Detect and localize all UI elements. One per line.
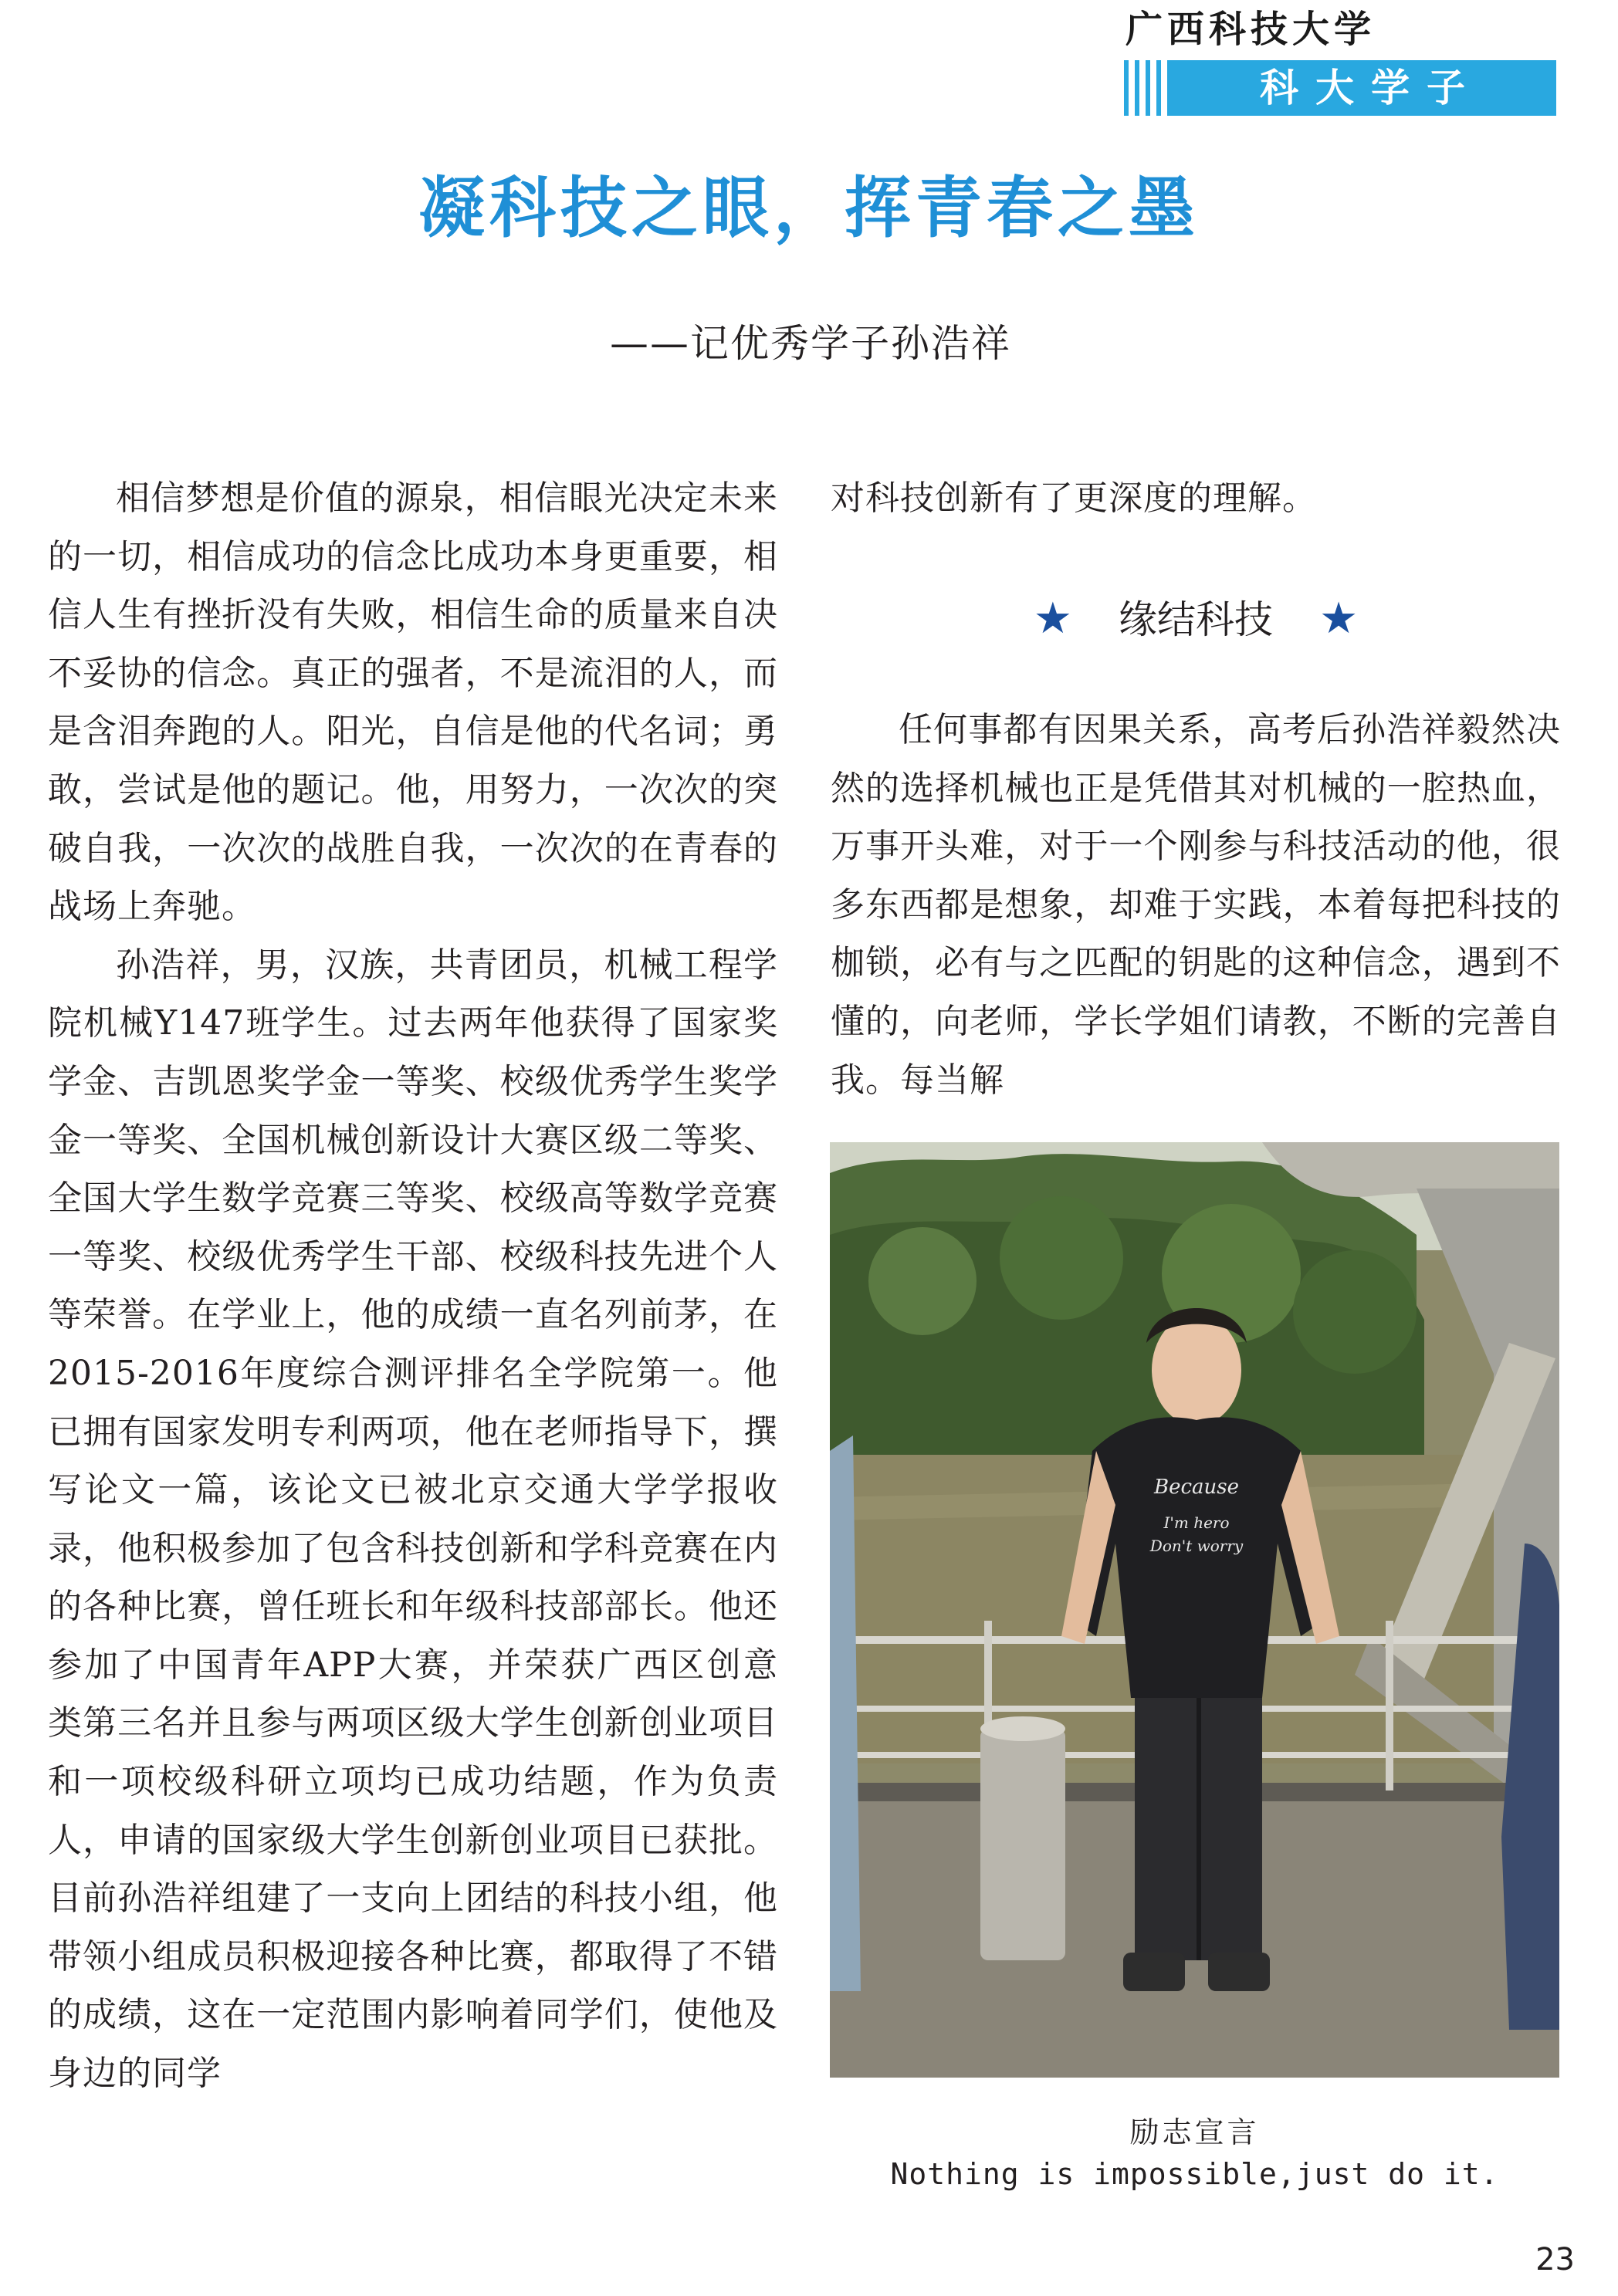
star-icon: ★ <box>1033 593 1072 644</box>
section-heading-label: 缘结科技 <box>1119 597 1273 642</box>
school-name: 广西科技大学 <box>1125 8 1376 51</box>
shirt-text-hero: I'm hero <box>1163 1513 1230 1532</box>
right-column-continuation <box>831 469 1561 528</box>
shirt-text-worry: Don't worry <box>1149 1537 1244 1555</box>
banner-stripes-decoration <box>1124 60 1178 116</box>
star-icon: ★ <box>1319 593 1359 644</box>
paragraph-profile: 孙浩祥，男，汉族，共青团员，机械工程学院机械Y147班学生。过去两年他获得了国家奖学金、吉凯恩奖学金一等奖、校级优秀学生奖学金一等奖、全国机械创新设计大赛区级二等奖、全国大学生数学竞赛三等奖、校级高等数学竞赛一等奖、校级优秀学生干部、校级科技先进个人等荣誉。在学业上，他的成绩一直名列前茅，在2015-2016年度综合测评排名全学院第一。他已拥有国家发明专利两项，他在老师指导下，撰写论文一篇，该论文已被北京交通大学学报收录，他积极参加了包含科技创新和学科竞赛在内的各种比赛，曾任班长和年级科技部部长。他还参加了中国青年APP大赛，并荣获广西区创意类第三名并且参与两项区级大学生创新创业项目和一项校级科研立项均已成功结题，作为负责人，申请的国家级大学生创新创业项目已获批。目前孙浩祥组建了一支向上团结的科技小组，他带领小组成员积极迎接各种比赛，都取得了不错的成绩，这在一定范围内影响着同学们，使他及身边的同学 <box>48 945 778 2094</box>
article-title: 凝科技之眼，挥青春之墨 <box>418 169 1200 247</box>
caption-quote: Nothing is impossible,just do it. <box>890 2157 1499 2191</box>
section-banner <box>1124 60 1556 116</box>
right-column-body <box>831 701 1561 1109</box>
paragraph-science: 任何事都有因果关系，高考后孙浩祥毅然决然的选择机械也正是凭借其对机械的一腔热血，万事开头难，对于一个刚参与科技活动的他，很多东西都是想象，却难于实践，本着每把科技的枷锁，必有与之匹配的钥匙的这种信念，遇到不懂的，向老师，学长学姐们请教，不断的完善自我。每当解 <box>831 710 1561 1100</box>
section-label: 科大学子 <box>1260 66 1482 110</box>
paragraph-intro: 相信梦想是价值的源泉，相信眼光决定未来的一切，相信成功的信念比成功本身更重要，相信人生有挫折没有失败，相信生命的质量来自决不妥协的信念。真正的强者，不是流泪的人，而是含泪奔跑的人。阳光，自信是他的代名词；勇敢，尝试是他的题记。他，用努力，一次次的突破自我，一次次的战胜自我，一次次的在青春的战场上奔驰。 <box>48 478 778 927</box>
page-number: 23 <box>1535 2242 1575 2277</box>
article-subtitle: ——记优秀学子孙浩祥 <box>610 321 1011 366</box>
paragraph-continuation: 对科技创新有了更深度的理解。 <box>831 478 1317 518</box>
photo-illustration <box>830 1142 1559 2078</box>
shirt-text-because: Because <box>1153 1476 1240 1499</box>
student-photo <box>830 1142 1559 2078</box>
section-heading <box>831 588 1561 650</box>
left-column <box>48 469 778 2103</box>
caption-title: 励志宣言 <box>1129 2115 1260 2149</box>
